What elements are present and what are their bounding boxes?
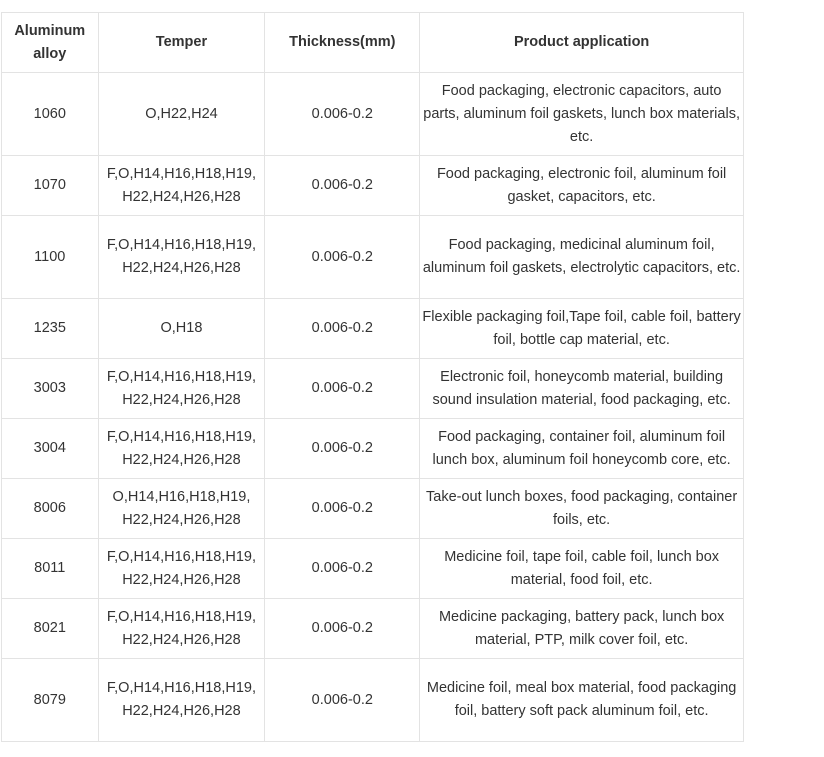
cell-alloy: 1060	[2, 73, 99, 156]
cell-temper: F,O,H14,H16,H18,H19, H22,H24,H26,H28	[98, 659, 265, 742]
table-header	[2, 13, 744, 73]
cell-alloy: 8006	[2, 479, 99, 539]
cell-temper: F,O,H14,H16,H18,H19, H22,H24,H26,H28	[98, 599, 265, 659]
cell-alloy: 8079	[2, 659, 99, 742]
cell-application: Food packaging, medicinal aluminum foil, aluminum foil gaskets, electrolytic capacitors, etc.	[420, 216, 744, 299]
cell-temper: F,O,H14,H16,H18,H19, H22,H24,H26,H28	[98, 156, 265, 216]
cell-temper: F,O,H14,H16,H18,H19, H22,H24,H26,H28	[98, 359, 265, 419]
header-row	[2, 13, 744, 73]
cell-application: Flexible packaging foil,Tape foil, cable foil, battery foil, bottle cap material, etc.	[420, 299, 744, 359]
cell-application: Take-out lunch boxes, food packaging, container foils, etc.	[420, 479, 744, 539]
cell-thickness: 0.006-0.2	[265, 659, 420, 742]
cell-application: Medicine foil, meal box material, food packaging foil, battery soft pack aluminum foil, etc.	[420, 659, 744, 742]
table-row	[2, 216, 744, 299]
alloy-spec-table	[1, 12, 744, 742]
cell-thickness: 0.006-0.2	[265, 299, 420, 359]
cell-temper: F,O,H14,H16,H18,H19, H22,H24,H26,H28	[98, 419, 265, 479]
cell-temper: O,H18	[98, 299, 265, 359]
cell-alloy: 3003	[2, 359, 99, 419]
cell-application: Medicine foil, tape foil, cable foil, lunch box material, food foil, etc.	[420, 539, 744, 599]
cell-alloy: 3004	[2, 419, 99, 479]
table-row	[2, 419, 744, 479]
cell-thickness: 0.006-0.2	[265, 599, 420, 659]
header-application: Product application	[420, 13, 744, 73]
cell-alloy: 8021	[2, 599, 99, 659]
cell-alloy: 1070	[2, 156, 99, 216]
cell-application: Medicine packaging, battery pack, lunch box material, PTP, milk cover foil, etc.	[420, 599, 744, 659]
cell-thickness: 0.006-0.2	[265, 359, 420, 419]
table-row	[2, 479, 744, 539]
table-body	[2, 73, 744, 742]
cell-application: Food packaging, container foil, aluminum foil lunch box, aluminum foil honeycomb core, etc.	[420, 419, 744, 479]
cell-alloy: 8011	[2, 539, 99, 599]
table-row	[2, 156, 744, 216]
cell-application: Electronic foil, honeycomb material, building sound insulation material, food packaging, etc.	[420, 359, 744, 419]
cell-application: Food packaging, electronic foil, aluminum foil gasket, capacitors, etc.	[420, 156, 744, 216]
cell-alloy: 1100	[2, 216, 99, 299]
table-row	[2, 73, 744, 156]
cell-thickness: 0.006-0.2	[265, 479, 420, 539]
cell-application: Food packaging, electronic capacitors, auto parts, aluminum foil gaskets, lunch box materials, etc.	[420, 73, 744, 156]
cell-thickness: 0.006-0.2	[265, 73, 420, 156]
header-thickness: Thickness(mm)	[265, 13, 420, 73]
cell-temper: O,H14,H16,H18,H19, H22,H24,H26,H28	[98, 479, 265, 539]
cell-alloy: 1235	[2, 299, 99, 359]
table-row	[2, 659, 744, 742]
header-alloy: Aluminum alloy	[2, 13, 99, 73]
table-row	[2, 299, 744, 359]
table-row	[2, 539, 744, 599]
cell-thickness: 0.006-0.2	[265, 539, 420, 599]
table-row	[2, 599, 744, 659]
table-row	[2, 359, 744, 419]
cell-thickness: 0.006-0.2	[265, 156, 420, 216]
header-temper: Temper	[98, 13, 265, 73]
cell-thickness: 0.006-0.2	[265, 216, 420, 299]
cell-temper: F,O,H14,H16,H18,H19, H22,H24,H26,H28	[98, 539, 265, 599]
cell-temper: O,H22,H24	[98, 73, 265, 156]
cell-thickness: 0.006-0.2	[265, 419, 420, 479]
cell-temper: F,O,H14,H16,H18,H19, H22,H24,H26,H28	[98, 216, 265, 299]
